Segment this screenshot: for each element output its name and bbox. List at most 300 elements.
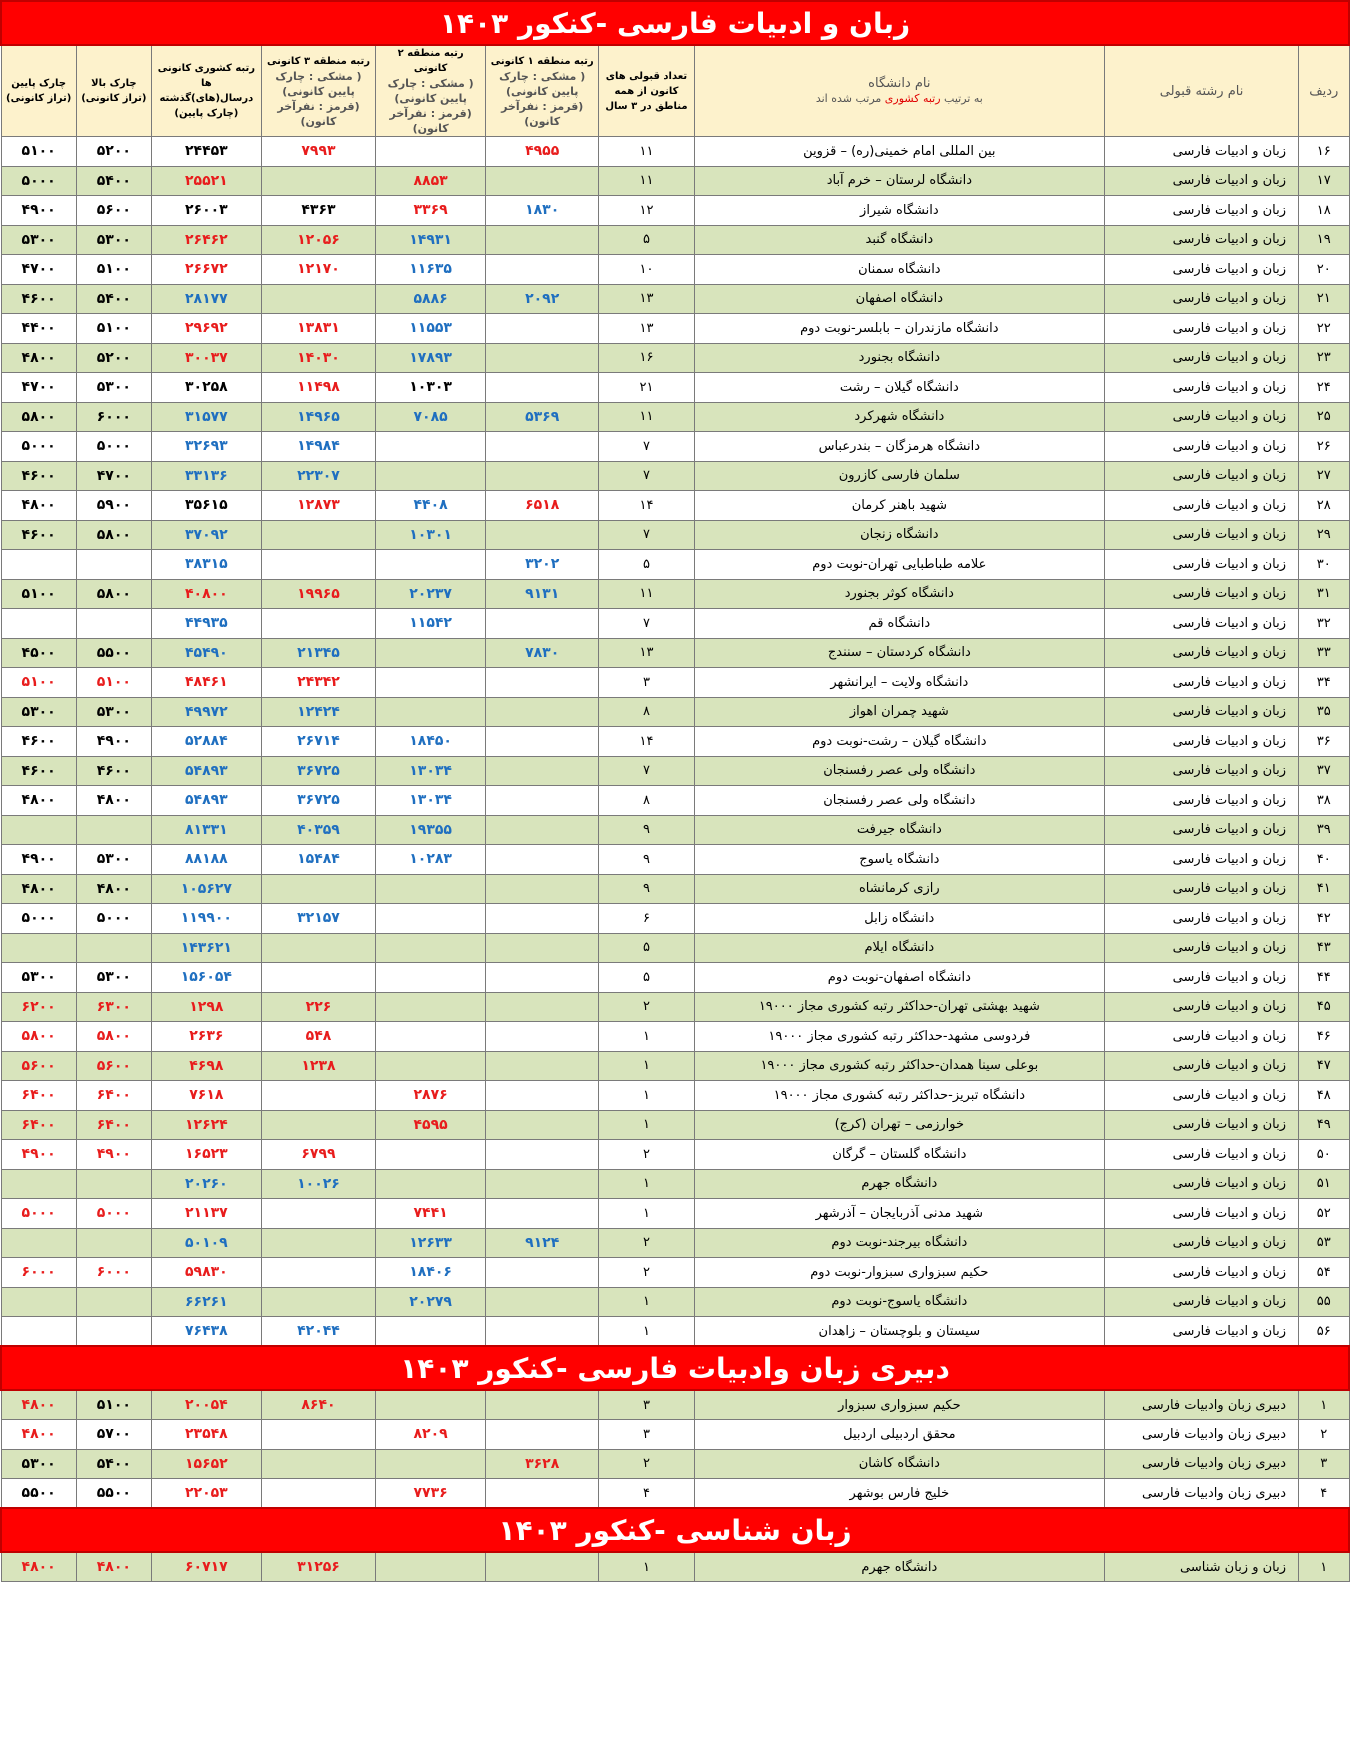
header-r2 bbox=[376, 45, 486, 137]
cell-idx: ۴۸ bbox=[1299, 1081, 1349, 1111]
cell-low: ۴۹۰۰ bbox=[1, 1140, 76, 1170]
section-banner bbox=[1, 1508, 1349, 1552]
cell-r2: ۷۷۳۶ bbox=[376, 1479, 486, 1509]
cell-nat: ۱۵۶۰۵۴ bbox=[151, 963, 261, 993]
cell-r2 bbox=[376, 697, 486, 727]
cell-r2: ۱۳۰۳۴ bbox=[376, 756, 486, 786]
cell-r3: ۱۴۹۶۵ bbox=[261, 402, 375, 432]
cell-uni: دانشگاه ایلام bbox=[694, 933, 1104, 963]
cell-field: دبیری زبان وادبیات فارسی bbox=[1105, 1479, 1299, 1509]
cell-count: ۷ bbox=[599, 609, 694, 639]
cell-count: ۳ bbox=[599, 1420, 694, 1450]
cell-r3 bbox=[261, 963, 375, 993]
cell-r3: ۱۵۴۸۴ bbox=[261, 845, 375, 875]
cell-count: ۷ bbox=[599, 461, 694, 491]
cell-nat: ۷۶۴۳۸ bbox=[151, 1317, 261, 1347]
cell-r1: ۹۱۲۴ bbox=[486, 1228, 599, 1258]
table-row bbox=[1, 963, 1349, 993]
cell-r1: ۵۳۶۹ bbox=[486, 402, 599, 432]
cell-idx: ۱۷ bbox=[1299, 166, 1349, 196]
cell-idx: ۲۴ bbox=[1299, 373, 1349, 403]
cell-idx: ۴ bbox=[1299, 1479, 1349, 1509]
cell-low: ۵۳۰۰ bbox=[1, 963, 76, 993]
cell-nat: ۲۹۶۹۲ bbox=[151, 314, 261, 344]
cell-r1 bbox=[486, 1420, 599, 1450]
cell-low: ۴۸۰۰ bbox=[1, 1552, 76, 1582]
cell-nat: ۳۸۳۱۵ bbox=[151, 550, 261, 580]
header-low-line: چارک پایین bbox=[11, 78, 67, 89]
cell-nat: ۸۱۳۳۱ bbox=[151, 815, 261, 845]
header-count bbox=[599, 45, 694, 137]
cell-field: زبان و ادبیات فارسی bbox=[1105, 1317, 1299, 1347]
table-row bbox=[1, 520, 1349, 550]
cell-r1 bbox=[486, 609, 599, 639]
cell-r3: ۲۲۳۰۷ bbox=[261, 461, 375, 491]
table-row bbox=[1, 432, 1349, 462]
cell-r1 bbox=[486, 697, 599, 727]
cell-uni: دانشگاه گیلان – رشت-نوبت دوم bbox=[694, 727, 1104, 757]
table-row bbox=[1, 697, 1349, 727]
cell-nat: ۱۴۳۶۲۱ bbox=[151, 933, 261, 963]
cell-count: ۲۱ bbox=[599, 373, 694, 403]
cell-field: زبان و ادبیات فارسی bbox=[1105, 815, 1299, 845]
cell-up: ۶۰۰۰ bbox=[76, 1258, 151, 1288]
cell-r1 bbox=[486, 1258, 599, 1288]
cell-idx: ۵۵ bbox=[1299, 1287, 1349, 1317]
cell-r2: ۱۲۶۳۳ bbox=[376, 1228, 486, 1258]
cell-low bbox=[1, 1228, 76, 1258]
cell-up: ۵۴۰۰ bbox=[76, 284, 151, 314]
cell-up bbox=[76, 933, 151, 963]
cell-r1 bbox=[486, 668, 599, 698]
cell-nat: ۲۳۵۴۸ bbox=[151, 1420, 261, 1450]
cell-up: ۶۴۰۰ bbox=[76, 1081, 151, 1111]
cell-r3: ۴۰۳۵۹ bbox=[261, 815, 375, 845]
cell-r2: ۱۱۶۳۵ bbox=[376, 255, 486, 285]
cell-uni: دانشگاه شیراز bbox=[694, 196, 1104, 226]
cell-nat: ۵۴۸۹۳ bbox=[151, 786, 261, 816]
cell-r1 bbox=[486, 786, 599, 816]
cell-nat: ۴۰۸۰۰ bbox=[151, 579, 261, 609]
cell-count: ۹ bbox=[599, 845, 694, 875]
section-title: زبان شناسی -کنکور ۱۴۰۳ bbox=[1, 1508, 1349, 1552]
cell-nat: ۷۶۱۸ bbox=[151, 1081, 261, 1111]
cell-r1 bbox=[486, 461, 599, 491]
cell-low bbox=[1, 1287, 76, 1317]
cell-up: ۵۱۰۰ bbox=[76, 314, 151, 344]
table-row bbox=[1, 933, 1349, 963]
cell-r1 bbox=[486, 963, 599, 993]
table-row bbox=[1, 815, 1349, 845]
cell-count: ۱ bbox=[599, 1317, 694, 1347]
cell-r3: ۲۴۳۴۲ bbox=[261, 668, 375, 698]
cell-idx: ۵۲ bbox=[1299, 1199, 1349, 1229]
cell-r2: ۱۳۰۳۴ bbox=[376, 786, 486, 816]
cell-r2: ۸۲۰۹ bbox=[376, 1420, 486, 1450]
section-title: دبیری زبان وادبیات فارسی -کنکور ۱۴۰۳ bbox=[1, 1346, 1349, 1390]
cell-uni: خوارزمی – تهران (کرج) bbox=[694, 1110, 1104, 1140]
cell-count: ۱۱ bbox=[599, 579, 694, 609]
cell-nat: ۸۸۱۸۸ bbox=[151, 845, 261, 875]
table-row bbox=[1, 137, 1349, 167]
cell-idx: ۳۲ bbox=[1299, 609, 1349, 639]
cell-count: ۲ bbox=[599, 1449, 694, 1479]
cell-low: ۵۸۰۰ bbox=[1, 402, 76, 432]
table-row bbox=[1, 284, 1349, 314]
cell-idx: ۵۶ bbox=[1299, 1317, 1349, 1347]
cell-field: زبان و ادبیات فارسی bbox=[1105, 255, 1299, 285]
cell-r1 bbox=[486, 756, 599, 786]
header-nat-line: درسال(های)گذشته bbox=[159, 93, 254, 104]
cell-count: ۱۶ bbox=[599, 343, 694, 373]
table-row bbox=[1, 904, 1349, 934]
cell-idx: ۲ bbox=[1299, 1420, 1349, 1450]
table-row bbox=[1, 461, 1349, 491]
cell-up bbox=[76, 550, 151, 580]
cell-up: ۵۶۰۰ bbox=[76, 1051, 151, 1081]
cell-field: زبان و ادبیات فارسی bbox=[1105, 491, 1299, 521]
cell-low: ۴۸۰۰ bbox=[1, 491, 76, 521]
header-up-line: چارک بالا bbox=[91, 78, 137, 89]
cell-r3: ۱۹۹۶۵ bbox=[261, 579, 375, 609]
cell-nat: ۴۴۹۳۵ bbox=[151, 609, 261, 639]
cell-count: ۱۳ bbox=[599, 314, 694, 344]
cell-r3 bbox=[261, 1449, 375, 1479]
cell-field: زبان و ادبیات فارسی bbox=[1105, 196, 1299, 226]
cell-low: ۵۵۰۰ bbox=[1, 1479, 76, 1509]
cell-nat: ۳۲۶۹۳ bbox=[151, 432, 261, 462]
cell-field: زبان و ادبیات فارسی bbox=[1105, 343, 1299, 373]
header-row bbox=[1, 45, 1349, 137]
cell-field: زبان و ادبیات فارسی bbox=[1105, 520, 1299, 550]
header-uni-note bbox=[699, 91, 1100, 106]
header-up bbox=[76, 45, 151, 137]
cell-up: ۶۰۰۰ bbox=[76, 402, 151, 432]
cell-r1 bbox=[486, 1390, 599, 1420]
cell-r1: ۴۹۵۵ bbox=[486, 137, 599, 167]
cell-idx: ۱ bbox=[1299, 1390, 1349, 1420]
cell-up: ۵۸۰۰ bbox=[76, 520, 151, 550]
cell-r2: ۱۱۵۴۲ bbox=[376, 609, 486, 639]
cell-field: زبان و ادبیات فارسی bbox=[1105, 1258, 1299, 1288]
table-row bbox=[1, 491, 1349, 521]
cell-nat: ۲۶۰۰۳ bbox=[151, 196, 261, 226]
table-row bbox=[1, 756, 1349, 786]
cell-field: زبان و ادبیات فارسی bbox=[1105, 1110, 1299, 1140]
cell-r1 bbox=[486, 255, 599, 285]
cell-uni: سلمان فارسی کازرون bbox=[694, 461, 1104, 491]
cell-r3: ۲۲۶ bbox=[261, 992, 375, 1022]
cell-low: ۴۸۰۰ bbox=[1, 1390, 76, 1420]
cell-up: ۶۴۰۰ bbox=[76, 1110, 151, 1140]
header-r3-line: ( مشکی : چارک پایین کانونی) bbox=[275, 69, 362, 98]
cell-up bbox=[76, 1169, 151, 1199]
table-row bbox=[1, 550, 1349, 580]
cell-idx: ۳۶ bbox=[1299, 727, 1349, 757]
cell-r1 bbox=[486, 933, 599, 963]
cell-idx: ۲۲ bbox=[1299, 314, 1349, 344]
cell-r3: ۱۱۴۹۸ bbox=[261, 373, 375, 403]
cell-r2 bbox=[376, 432, 486, 462]
cell-idx: ۵۳ bbox=[1299, 1228, 1349, 1258]
cell-up: ۴۷۰۰ bbox=[76, 461, 151, 491]
header-r1 bbox=[486, 45, 599, 137]
cell-nat: ۱۰۵۶۲۷ bbox=[151, 874, 261, 904]
cell-nat: ۱۱۹۹۰۰ bbox=[151, 904, 261, 934]
cell-r2 bbox=[376, 1140, 486, 1170]
cell-r2 bbox=[376, 137, 486, 167]
cell-r3: ۳۱۲۵۶ bbox=[261, 1552, 375, 1582]
cell-nat: ۴۵۴۹۰ bbox=[151, 638, 261, 668]
cell-nat: ۲۶۳۶ bbox=[151, 1022, 261, 1052]
table-row bbox=[1, 874, 1349, 904]
cell-r3: ۱۲۱۷۰ bbox=[261, 255, 375, 285]
cell-uni: علامه طباطبایی تهران-نوبت دوم bbox=[694, 550, 1104, 580]
cell-r1: ۹۱۳۱ bbox=[486, 579, 599, 609]
cell-r3 bbox=[261, 1081, 375, 1111]
cell-r1 bbox=[486, 1479, 599, 1509]
cell-field: زبان و ادبیات فارسی bbox=[1105, 402, 1299, 432]
cell-idx: ۴۱ bbox=[1299, 874, 1349, 904]
cell-count: ۱۱ bbox=[599, 402, 694, 432]
cell-r1: ۶۵۱۸ bbox=[486, 491, 599, 521]
cell-r3 bbox=[261, 1420, 375, 1450]
cell-field: زبان و ادبیات فارسی bbox=[1105, 727, 1299, 757]
cell-r3: ۱۴۰۳۰ bbox=[261, 343, 375, 373]
cell-up: ۴۸۰۰ bbox=[76, 1552, 151, 1582]
cell-low: ۴۷۰۰ bbox=[1, 373, 76, 403]
cell-low bbox=[1, 933, 76, 963]
cell-field: زبان و ادبیات فارسی bbox=[1105, 609, 1299, 639]
cell-r2 bbox=[376, 550, 486, 580]
cell-uni: فردوسی مشهد-حداکثر رتبه کشوری مجاز ۱۹۰۰۰ bbox=[694, 1022, 1104, 1052]
cell-r3 bbox=[261, 550, 375, 580]
cell-r3: ۱۲۸۷۳ bbox=[261, 491, 375, 521]
cell-field: زبان و ادبیات فارسی bbox=[1105, 1081, 1299, 1111]
header-nat-line: (چارک پایین) bbox=[174, 108, 239, 119]
header-nat bbox=[151, 45, 261, 137]
cell-uni: دانشگاه سمنان bbox=[694, 255, 1104, 285]
cell-uni: دانشگاه ولی عصر رفسنجان bbox=[694, 756, 1104, 786]
cell-up: ۵۱۰۰ bbox=[76, 255, 151, 285]
cell-r3 bbox=[261, 1199, 375, 1229]
cell-count: ۶ bbox=[599, 904, 694, 934]
cell-r3 bbox=[261, 1110, 375, 1140]
cell-up: ۵۸۰۰ bbox=[76, 579, 151, 609]
cell-r2: ۳۳۶۹ bbox=[376, 196, 486, 226]
table-row bbox=[1, 1228, 1349, 1258]
cell-count: ۱۳ bbox=[599, 284, 694, 314]
cell-nat: ۲۸۱۷۷ bbox=[151, 284, 261, 314]
header-uni bbox=[694, 45, 1104, 137]
cell-count: ۱ bbox=[599, 1199, 694, 1229]
cell-r3: ۷۹۹۳ bbox=[261, 137, 375, 167]
cell-idx: ۲۳ bbox=[1299, 343, 1349, 373]
cell-field: زبان و ادبیات فارسی bbox=[1105, 992, 1299, 1022]
cell-idx: ۵۱ bbox=[1299, 1169, 1349, 1199]
cell-nat: ۱۲۹۸ bbox=[151, 992, 261, 1022]
cell-r1 bbox=[486, 904, 599, 934]
table-row bbox=[1, 786, 1349, 816]
cell-nat: ۱۶۵۲۳ bbox=[151, 1140, 261, 1170]
cell-field: زبان و ادبیات فارسی bbox=[1105, 1287, 1299, 1317]
header-count-line: تعداد قبولی های کانون از همه مناطق در ۳ سال bbox=[605, 70, 688, 112]
cell-nat: ۵۲۸۸۴ bbox=[151, 727, 261, 757]
cell-field: زبان و ادبیات فارسی bbox=[1105, 1228, 1299, 1258]
cell-count: ۲ bbox=[599, 1258, 694, 1288]
cell-low: ۴۶۰۰ bbox=[1, 461, 76, 491]
cell-r1 bbox=[486, 1081, 599, 1111]
cell-uni: دانشگاه لرستان – خرم آباد bbox=[694, 166, 1104, 196]
cell-low: ۴۴۰۰ bbox=[1, 314, 76, 344]
cell-low: ۶۴۰۰ bbox=[1, 1081, 76, 1111]
cell-nat: ۴۸۴۶۱ bbox=[151, 668, 261, 698]
cell-r2 bbox=[376, 992, 486, 1022]
cell-count: ۲ bbox=[599, 992, 694, 1022]
table-row bbox=[1, 1449, 1349, 1479]
cell-field: زبان و زبان شناسی bbox=[1105, 1552, 1299, 1582]
cell-r1 bbox=[486, 845, 599, 875]
cell-uni: بوعلی سینا همدان-حداکثر رتبه کشوری مجاز ۱۹۰۰۰ bbox=[694, 1051, 1104, 1081]
cell-r3: ۱۲۳۸ bbox=[261, 1051, 375, 1081]
cell-count: ۲ bbox=[599, 1140, 694, 1170]
cell-nat: ۳۳۱۳۶ bbox=[151, 461, 261, 491]
cell-uni: شهید باهنر کرمان bbox=[694, 491, 1104, 521]
cell-idx: ۴۶ bbox=[1299, 1022, 1349, 1052]
cell-field: زبان و ادبیات فارسی bbox=[1105, 933, 1299, 963]
cell-uni: دانشگاه یاسوج-نوبت دوم bbox=[694, 1287, 1104, 1317]
header-idx bbox=[1299, 45, 1349, 137]
cell-nat: ۲۲۰۵۳ bbox=[151, 1479, 261, 1509]
cell-r1 bbox=[486, 1169, 599, 1199]
cell-nat: ۳۰۰۳۷ bbox=[151, 343, 261, 373]
header-nat-line: رتبه کشوری کانونی ها bbox=[157, 63, 255, 89]
cell-uni: دانشگاه ولی عصر رفسنجان bbox=[694, 786, 1104, 816]
cell-count: ۳ bbox=[599, 1390, 694, 1420]
header-r3 bbox=[261, 45, 375, 137]
cell-uni: دانشگاه گلستان – گرگان bbox=[694, 1140, 1104, 1170]
table-row bbox=[1, 1081, 1349, 1111]
cell-r2: ۱۸۴۰۶ bbox=[376, 1258, 486, 1288]
cell-low bbox=[1, 550, 76, 580]
cell-uni: دانشگاه هرمزگان – بندرعباس bbox=[694, 432, 1104, 462]
header-r2-line: ( مشکی : چارک پایین کانونی) bbox=[387, 77, 474, 105]
cell-low: ۵۰۰۰ bbox=[1, 166, 76, 196]
cell-r3 bbox=[261, 933, 375, 963]
cell-up: ۵۳۰۰ bbox=[76, 845, 151, 875]
cell-nat: ۵۰۱۰۹ bbox=[151, 1228, 261, 1258]
cell-low: ۴۹۰۰ bbox=[1, 196, 76, 226]
cell-up: ۵۵۰۰ bbox=[76, 638, 151, 668]
cell-nat: ۶۰۷۱۷ bbox=[151, 1552, 261, 1582]
cell-uni: دانشگاه جهرم bbox=[694, 1552, 1104, 1582]
cell-r2 bbox=[376, 638, 486, 668]
cell-r2: ۲۰۲۷۹ bbox=[376, 1287, 486, 1317]
table-row bbox=[1, 343, 1349, 373]
table-row bbox=[1, 402, 1349, 432]
cell-r3: ۲۱۳۴۵ bbox=[261, 638, 375, 668]
cell-idx: ۲۵ bbox=[1299, 402, 1349, 432]
cell-low: ۴۶۰۰ bbox=[1, 756, 76, 786]
cell-uni: دانشگاه جهرم bbox=[694, 1169, 1104, 1199]
cell-r2 bbox=[376, 933, 486, 963]
cell-nat: ۲۰۲۶۰ bbox=[151, 1169, 261, 1199]
cell-nat: ۱۲۶۲۴ bbox=[151, 1110, 261, 1140]
cell-nat: ۲۱۱۳۷ bbox=[151, 1199, 261, 1229]
cell-count: ۹ bbox=[599, 815, 694, 845]
header-idx-line: ردیف bbox=[1309, 83, 1339, 99]
cell-uni: دانشگاه یاسوج bbox=[694, 845, 1104, 875]
cell-r3: ۳۶۷۲۵ bbox=[261, 756, 375, 786]
cell-r2: ۱۰۲۸۳ bbox=[376, 845, 486, 875]
header-r3-line: (قرمز : نفرآخر کانون) bbox=[277, 99, 360, 128]
section-title: زبان و ادبیات فارسی -کنکور ۱۴۰۳ bbox=[1, 1, 1349, 45]
table-row bbox=[1, 166, 1349, 196]
cell-idx: ۳۹ bbox=[1299, 815, 1349, 845]
cell-up bbox=[76, 1287, 151, 1317]
cell-field: زبان و ادبیات فارسی bbox=[1105, 904, 1299, 934]
cell-r3: ۴۲۰۴۴ bbox=[261, 1317, 375, 1347]
cell-r1 bbox=[486, 225, 599, 255]
cell-count: ۱۰ bbox=[599, 255, 694, 285]
cell-idx: ۲۰ bbox=[1299, 255, 1349, 285]
cell-field: زبان و ادبیات فارسی bbox=[1105, 1140, 1299, 1170]
cell-field: زبان و ادبیات فارسی bbox=[1105, 432, 1299, 462]
cell-count: ۴ bbox=[599, 1479, 694, 1509]
cell-r2: ۷۰۸۵ bbox=[376, 402, 486, 432]
cell-uni: دانشگاه بیرجند-نوبت دوم bbox=[694, 1228, 1104, 1258]
cell-idx: ۳۸ bbox=[1299, 786, 1349, 816]
cell-idx: ۲۱ bbox=[1299, 284, 1349, 314]
cell-r2 bbox=[376, 1449, 486, 1479]
cell-r2: ۷۴۴۱ bbox=[376, 1199, 486, 1229]
cell-up bbox=[76, 1228, 151, 1258]
table-row bbox=[1, 609, 1349, 639]
cell-uni: دانشگاه بجنورد bbox=[694, 343, 1104, 373]
cell-uni: سیستان و بلوچستان – زاهدان bbox=[694, 1317, 1104, 1347]
cell-nat: ۵۴۸۹۳ bbox=[151, 756, 261, 786]
cell-r2: ۱۷۸۹۳ bbox=[376, 343, 486, 373]
cell-r2 bbox=[376, 1317, 486, 1347]
table-row bbox=[1, 845, 1349, 875]
cell-count: ۷ bbox=[599, 520, 694, 550]
cell-r3: ۵۴۸ bbox=[261, 1022, 375, 1052]
table-row bbox=[1, 579, 1349, 609]
cell-count: ۷ bbox=[599, 432, 694, 462]
table-row bbox=[1, 1479, 1349, 1509]
cell-up: ۵۲۰۰ bbox=[76, 343, 151, 373]
cell-nat: ۱۵۶۵۲ bbox=[151, 1449, 261, 1479]
cell-nat: ۵۹۸۳۰ bbox=[151, 1258, 261, 1288]
cell-uni: دانشگاه گنبد bbox=[694, 225, 1104, 255]
cell-uni: دانشگاه کردستان – سنندج bbox=[694, 638, 1104, 668]
cell-r1 bbox=[486, 1552, 599, 1582]
table-row bbox=[1, 225, 1349, 255]
cell-count: ۱ bbox=[599, 1287, 694, 1317]
cell-idx: ۴۴ bbox=[1299, 963, 1349, 993]
header-r1-line: رتبه منطقه ۱ کانونی bbox=[490, 55, 594, 67]
header-up-line: (تراز کانونی) bbox=[81, 93, 147, 104]
table-row bbox=[1, 1140, 1349, 1170]
cell-field: زبان و ادبیات فارسی bbox=[1105, 1199, 1299, 1229]
cell-field: زبان و ادبیات فارسی bbox=[1105, 786, 1299, 816]
cell-up: ۵۰۰۰ bbox=[76, 1199, 151, 1229]
cell-up: ۵۵۰۰ bbox=[76, 1479, 151, 1509]
cell-up bbox=[76, 609, 151, 639]
cell-up: ۵۸۰۰ bbox=[76, 1022, 151, 1052]
cell-uni: دانشگاه اصفهان bbox=[694, 284, 1104, 314]
cell-nat: ۲۰۰۵۴ bbox=[151, 1390, 261, 1420]
